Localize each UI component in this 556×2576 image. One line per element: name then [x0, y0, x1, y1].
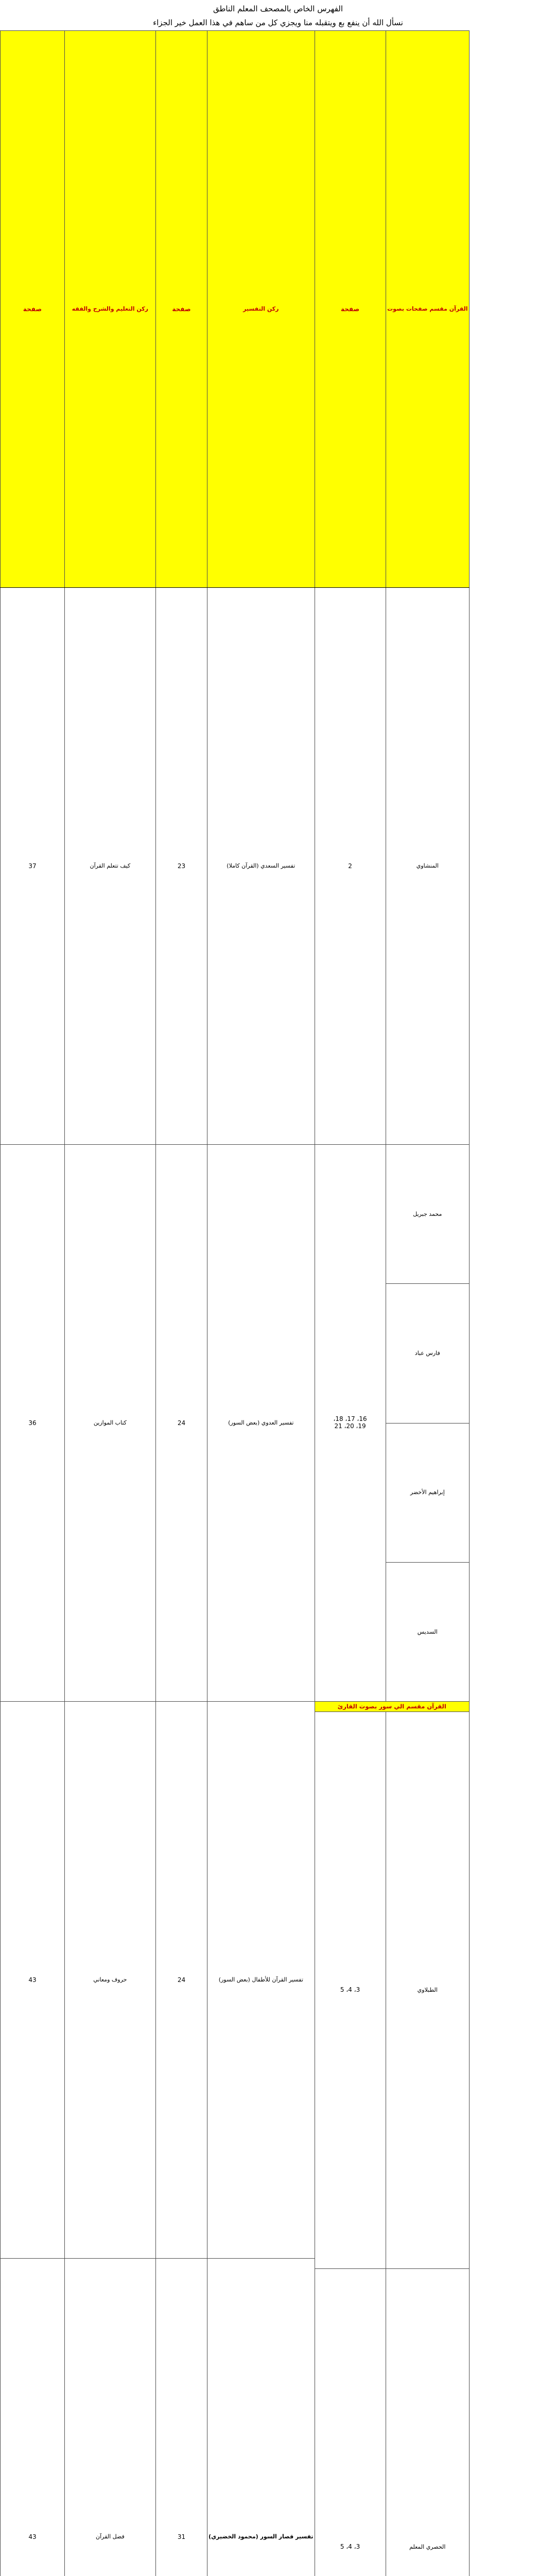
entry-name-cell: تفسير قصار السور (محمود الخضيري) — [207, 2259, 315, 2576]
entry-page-cell: 43 — [1, 2259, 65, 2576]
entry-page-cell: 23 — [155, 588, 207, 1145]
entry-page-cell: 3، 4، 5 — [315, 1711, 386, 2268]
entry-name-cell: المنشاوي — [386, 588, 469, 1145]
entry-name-cell: كتاب الموازين — [64, 1145, 155, 1702]
panel-tafsir-table — [155, 30, 315, 2576]
table-row — [315, 1711, 469, 2268]
table-row — [155, 1702, 315, 2259]
page-column-label: صفحة — [315, 31, 386, 588]
entry-page-cell: 31 — [155, 2259, 207, 2576]
entry-page-cell: 24 — [155, 1145, 207, 1702]
panel-education-table — [0, 30, 156, 2576]
index-document — [0, 0, 556, 556]
entry-name-cell: تفسير القرآن للأطفال (بعض السور) — [207, 1702, 315, 2259]
entry-name-cell: الحصري المعلم — [386, 2268, 469, 2576]
section-title: القرآن مقسم الي سور بصوت القارئ — [315, 1702, 469, 1712]
entry-page-cell: 36 — [1, 1145, 65, 1702]
table-row — [315, 588, 469, 1145]
entry-page-cell: 24 — [155, 1702, 207, 2259]
table-row — [1, 1702, 156, 2259]
table-row — [155, 1145, 315, 1702]
table-row — [315, 1145, 469, 1284]
entry-page-cell: 37 — [1, 588, 65, 1145]
entry-name-cell: كيف تتعلم القرآن — [64, 588, 155, 1145]
entry-name-cell: تفسير السعدي (القرآن كاملا) — [207, 588, 315, 1145]
entry-name-cell: محمد جبريل — [386, 1145, 469, 1284]
entry-name-cell: الطبلاوي — [386, 1711, 469, 2268]
entry-name-cell: فارس عباد — [386, 1284, 469, 1423]
panel-header-row — [1, 31, 156, 588]
table-row — [1, 588, 156, 1145]
entry-name-cell: حروف ومعاني — [64, 1702, 155, 2259]
panel-header-row — [315, 31, 469, 588]
panel-recitation-table — [315, 30, 470, 2576]
entry-name-cell: إبراهيم الأخضر — [386, 1423, 469, 1562]
panel-title: ركن التعليم والشرح والفقه — [64, 31, 155, 588]
panel-header-row — [155, 31, 315, 588]
page-column-label: صفحة — [1, 31, 65, 588]
entry-page-cell: 43 — [1, 1702, 65, 2259]
table-row — [155, 588, 315, 1145]
document-subtitle: نسأل الله أن ينفع بع ويتقبله منا ويجزي كل من ساهم في هذا العمل خير الجزاء — [0, 18, 556, 27]
section-header-row — [315, 1702, 469, 1712]
table-row — [155, 2259, 315, 2576]
panel-title: ركن التفسير — [207, 31, 315, 588]
entry-name-cell: تفسير العدوي (بعض السور) — [207, 1145, 315, 1702]
entry-page-cell: 2 — [315, 588, 386, 1145]
entry-name-cell: فضل القرآن — [64, 2259, 155, 2576]
entry-page-cell: 3، 4، 5 — [315, 2268, 386, 2576]
table-row — [1, 1145, 156, 1702]
document-title: الفهرس الخاص بالمصحف المعلم الناطق — [0, 4, 556, 13]
page-column-label: صفحة — [155, 31, 207, 588]
index-table — [0, 30, 470, 2576]
panel-title: القرآن مقسم صفحات بصوت — [386, 31, 469, 588]
entry-name-cell: السديس — [386, 1562, 469, 1701]
table-row — [1, 2259, 156, 2576]
table-row — [315, 2268, 469, 2576]
entry-page-cell: 16، 17، 18، 19، 20، 21 — [315, 1145, 386, 1702]
